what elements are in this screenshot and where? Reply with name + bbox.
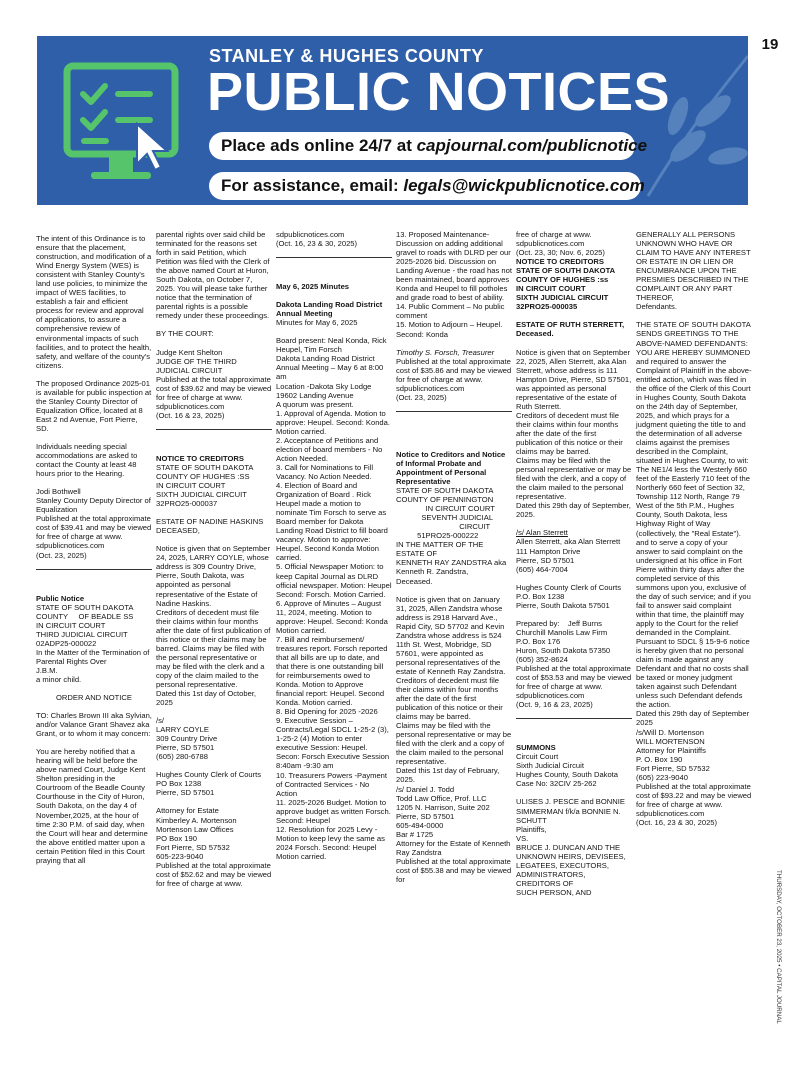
ads-online-pill bbox=[209, 132, 648, 160]
clerk-address: Hughes County Clerk of Courts PO Box 1238 Pierre, SD 57501 bbox=[156, 770, 262, 798]
parties-continued: GENERALLY ALL PERSONS UNKNOWN WHO HAVE OR CLAIM TO HAVE ANY INTEREST OR ESTATE IN OR LIEN OR ENCUMBRANCE UPON THE PRESMIES DESCRIBED IN THE COMPLAINT OR ANY PART THEREOF, Defendants. bbox=[636, 230, 751, 312]
notice-body: Notice is given that on September 24, 2025, LARRY COYLE, whose address is 309 Country Drive, Pierre, South Dakota, was appointed as personal representative of the Estate of Nadine Haskins. Creditors of decedent must file their claims within four months after the date of first publication of this notice or their claims may be barred. Claims may be filed with the personal representative or may be filed with the clerk and a copy of the claim mailed to the personal representative. Dated this 1st day of October, 2025 bbox=[156, 544, 271, 708]
publication-dates: free of charge at www. sdpublicnotices.com (Oct. 23, 30; Nov. 6, 2025) bbox=[516, 230, 605, 258]
column-2 bbox=[156, 230, 272, 897]
notice-heading: Public Notice bbox=[36, 593, 85, 603]
petition-text: parental rights over said child be terminated for the reasons set forth in said Petition, which Petition was filed with the Clerk of the above named Court at Huron, South Dakota, on October 7, 2025. You will please take further notice that the termination of parental rights is a possible remedy under these proceedings. bbox=[156, 230, 272, 321]
summons-body: THE STATE OF SOUTH DAKOTA SENDS GREETINGS TO THE ABOVE-NAMED DEFENDANTS: YOU ARE HEREBY SUMMONED and required to answer the Complaint of Plaintiff in the above-entitled action, which was filed in the office of the Clerk of this Court in Hughes County, South Dakota on the 24th day of September, 2025, and which prays for a judgment quieting the title to and the determination of all adverse claims against the premises described in the Complaint, situated in Hughes County, to wit: The NE1/4 less the Westerly 660 feet of the Easterly 710 feet of the Northerly 660 feet of Section 32, Township 112 North, Range 79 West of the 5th P.M., Hughes County, South Dakota, less Highway Right of Way (collectively, the "Real Estate"). and to serve a copy of your answer to said complaint on the undersigned at his office in Fort Pierre within thirty days after the completed service of this summons upon you, exclusive of the day of such service; and if you fail to answer said complaint within that time, the plaintiff may apply to the Court for the relief demanded in the Complaint. Pursuant to SDCL § 15-9-6 notice is hereby given that no personal claim is made against any Defendant and that no costs shall be taxed or money judgment taken against such Defendant unless such Defendant defends the action. Dated this 29th day of September 2025 /s/Will D. Mortenson WILL MORTENSON Attorney for Plaintiffs P. O. Box 190 Fort Pierre, SD 57532 (605) 223-9040 Published at the total approximate cost of $93.22 and may be viewed for free of charge at www. sdpublicnotices.com (Oct. 16, 23 & 30, 2025) bbox=[636, 320, 752, 827]
minutes-body: Board present: Neal Konda, Rick Heupel, Tim Forsch Dakota Landing Road District Annual Meeting – May 6 at 8:00 am Location -Dakota Sky Lodge 19602 Landing Avenue A quorum was present. 1. Approval of Agenda. Motion to approve: Heupel. Second: Konda. Motion carried. 2. Acceptance of Petitions and election of board members - No Action Needed. 3. Call for Nominations to Fill Vacancy. No Action Needed. 4. Election of Board and Organization of Board . Rick Heupel made a motion to nominate Tim Forsch to serve as Board member for Dakota Landing Road District to fill board vacancy. Motion to approve: Heupel. Second Konda Motion carried. 5. Official Newspaper Motion: to keep Capital Journal as DLRD official newspaper. Motion: Heupel Second: Forsch. Motion Carried. 6. Approve of Minutes – August 11, 2024, meeting. Motion to approve: Heupel. Second: Konda Motion carried. 7. Bill and reimbursement/ treasures report. Forsch reported that all bills are up to date, and that there is one outstanding bill for reimbursements owed to Konda. Motion to Approve financial report: Heupel. Second Konda. Motion carried. 8. Bid Opening for 2025 -2026 9. Executive Session – Contracts/Legal SDCL 1-25-2 (3), 1-25-2 (4) Motion to enter executive Session: Heupel. Secon: Forsch Executive Session 8:40am -9:30 am 10. Treasurers Powers -Payment of Contracted Services - No Action 11. 2025-2026 Budget. Motion to approve budget as written Forsch. Second: Heupel 12. Resolution for 2025 Levy - Motion to keep levy the same as 2024 Forsch. Second: Heupel Motion carried. bbox=[276, 336, 392, 861]
notice-body: Notice is given that on January 31, 2025, Allen Zandstra whose address is 2918 Harvard Ave., Rapid City, SD 57702 and Kevin Zandstra whose address is 524 11th St. West, Mobridge, SD 57601, were appointed as personal representatives of the estate of Kenneth Ray Zandstra. Creditors of decedent must file their claims within four months after the date of the first publication of this notice or their claims may be barred. Claims may be filed with the personal representative or may be filed with the clerk and a copy of the claim mailed to the personal representative. Dated this 1st day of February, 2025. /s/ Daniel J. Todd Todd Law Office, Prof. LLC 1205 N. Harrison, Suite 202 Pierre, SD 57501 605-494-0000 Bar # 1725 Attorney for the Estate of Kenneth Ray Zandstra Published at the total approximate cost of $55.38 and may be viewed for bbox=[396, 594, 512, 884]
court-caption: STATE OF SOUTH DAKOTA COUNTY OF PENNINGTON IN CIRCUIT COURT SEVENTH JUDICIAL CIRCUIT 51PRO25-000222 IN THE MATTER OF THE ESTATE OF KENNETH RAY ZANDSTRA aka Kenneth R. Zandstra, Deceased. bbox=[396, 486, 507, 586]
representative-signature: /s/ Alan Sterrett bbox=[516, 528, 568, 538]
judge-signature: Judge Kent Shelton JUDGE OF THE THIRD JUDICIAL CIRCUIT Published at the total approximate cost of $39.62 and may be viewed for free of charge at www. sdpublicnotices.com (Oct. 16 & 23, 2025) bbox=[156, 347, 272, 420]
minutes-continued: 13. Proposed Maintenance- Discussion on adding additional gravel to roads with DLRD per our 2025-2026 bid. Discussion on Landing Avenue - the road has not been maintained, board approves Konda and Heupel to fill potholes and grade road to best of ability. 14. Public Comment – No public comment 15. Motion to Adjourn – Heupel. Second: Konda bbox=[396, 230, 512, 339]
assist-email[interactable]: legals@wickpublicnotice.com bbox=[403, 176, 645, 195]
minutes-date: Minutes for May 6, 2025 bbox=[276, 318, 358, 328]
court-caption: Circuit Court Sixth Judicial Circuit Hughes County, South Dakota Case No: 32CIV 25-262 bbox=[516, 752, 619, 789]
meeting-title: Dakota Landing Road District Annual Meeting bbox=[276, 300, 385, 319]
notice-divider bbox=[156, 429, 272, 430]
attorney-block: Attorney for Estate Kimberley A. Mortenson Mortenson Law Offices PO Box 190 Fort Pierre, SD 57532 605-223-9040 Published at the total approximate cost of $52.62 and may be viewed for free of charge at www. bbox=[156, 806, 272, 888]
column-6 bbox=[636, 230, 752, 836]
ads-url[interactable]: capjournal.com/publicnotice bbox=[416, 136, 648, 155]
ordinance-availability: The proposed Ordinance 2025-01 is available for public inspection at the Stanley County Director of Equalization Office, located at 8 East 2 nd Avenue, Fort Pierre, SD. bbox=[36, 378, 154, 433]
assist-prefix: For assistance, email: bbox=[221, 176, 404, 195]
ordinance-intent: The intent of this Ordinance is to ensure that the placement, construction, and modification of a Wind Energy System (WES) is consistent with Stanley County's land use policies, to minimize the impact of WES facilities, to establish a fair and efficient process for review and approval of applications, to assure a comprehensive review of environmental impacts of such facilities, and to protect the health, safety, and welfare of the county's citizens. bbox=[36, 234, 154, 370]
parties-caption: ULISES J. PESCE and BONNIE SIMMERMAN f/k/a BONNIE N. SCHUTT Plaintiffs, VS. BRUCE J. DUNCAN AND THE UNKNOWN HEIRS, DEVISEES, LEGATEES, EXECUTORS, ADMINISTRATORS, CREDITORS OF SUCH PERSON, AND bbox=[516, 797, 626, 897]
court-caption: STATE OF SOUTH DAKOTA COUNTY OF BEADLE SS IN CIRCUIT COURT THIRD JUDICIAL CIRCUIT 02ADP25-000022 In the Matter of the Termination of Parental Rights Over J.B.M. a minor child. bbox=[36, 602, 150, 684]
notice-heading: NOTICE TO CREDITORS bbox=[156, 453, 244, 463]
side-dateline: THURSDAY, OCTOBER 23, 2025 • CAPITAL JOURNAL bbox=[775, 870, 782, 1024]
court-caption: STATE OF SOUTH DAKOTA COUNTY OF HUGHES :SS IN CIRCUIT COURT SIXTH JUDICIAL CIRCUIT 32PRO25-000037 bbox=[156, 462, 254, 509]
by-the-court: BY THE COURT: bbox=[156, 329, 214, 339]
ads-prefix: Place ads online 24/7 at bbox=[221, 136, 417, 155]
column-5 bbox=[516, 230, 632, 906]
assistance-pill bbox=[209, 172, 645, 200]
banner-title: PUBLIC NOTICES bbox=[207, 62, 671, 122]
clerk-address: Hughes County Clerk of Courts P.O. Box 1238 Pierre, South Dakota 57501 bbox=[516, 582, 622, 610]
order-and-notice-heading: ORDER AND NOTICE bbox=[56, 693, 132, 703]
notice-heading: Notice to Creditors and Notice of Informal Probate and Appointment of Personal Representative bbox=[396, 449, 508, 486]
addressee-text: TO: Charles Brown III aka Sylvian, and/or Valance Grant Shavez aka Grant, or to whom it may concern: bbox=[36, 711, 155, 739]
hearing-text: You are hereby notified that a hearing will be held before the above named Court, Judge Kent Shelton presiding in the Courtroom of the Beadle County Courthouse in the City of Huron, South Dakota, on the day 4 of November,2025, at the hour of time 2:30 P.M. of said day, when the Court will hear and determine the above entitled matter upon a certain Petition filed in this Court praying that all bbox=[36, 747, 150, 865]
column-4 bbox=[396, 230, 512, 893]
publication-dates: sdpublicnotices.com (Oct. 16, 23 & 30, 2025) bbox=[276, 230, 358, 249]
banner-kicker: STANLEY & HUGHES COUNTY bbox=[209, 46, 484, 66]
notice-divider bbox=[36, 569, 152, 570]
column-3 bbox=[276, 230, 392, 870]
notice-heading: NOTICE TO CREDITORS STATE OF SOUTH DAKOTA COUNTY OF HUGHES :ss IN CIRCUIT COURT SIXTH JUDICIAL CIRCUIT 32PRO25-000035 bbox=[516, 257, 616, 312]
column-1 bbox=[36, 234, 155, 874]
public-notices-banner bbox=[37, 36, 748, 205]
publication-cost: Published at the total approximate cost of $35.86 and may be viewed for free of charge at www. sdpublicnotices.com (Oct. 23, 2025) bbox=[396, 356, 512, 402]
representative-address: /s/ LARRY COYLE 309 Country Drive Pierre, SD 57501 (605) 280-6788 bbox=[156, 716, 218, 762]
preparer-block: Prepared by: Jeff Burns Churchill Manolis Law Firm P.O. Box 176 Huron, South Dakota 57350 (605) 352-8624 Published at the total approximate cost of $53.53 and may be viewed for free of charge at www. sdpublicnotices.com (Oct. 9, 16 & 23, 2025) bbox=[516, 618, 632, 710]
estate-caption: ESTATE OF NADINE HASKINS DECEASED, bbox=[156, 517, 264, 536]
representative-address: Allen Sterrett, aka Alan Sterrett 111 Hampton Drive Pierre, SD 57501 (605) 464-7004 bbox=[516, 537, 621, 574]
checklist-computer-icon bbox=[37, 36, 207, 205]
page-number: 19 bbox=[761, 36, 779, 53]
notice-body: Notice is given that on September 22, 2025, Allen Sterrett, aka Alan Sterrett, whose address is 111 Hampton Drive, Pierre, SD 57501, was appointed as personal representative of the estate of Ruth Sterrett. Creditors of decedent must file their claims within four months after the date of the first publication of this notice or their claims may be barred. Claims may be filed with the personal representative or may be filed with the clerk, and a copy of the claim mailed to the personal representative. Dated this 29th day of September, 2025. bbox=[516, 347, 632, 520]
estate-caption: ESTATE OF RUTH STERRETT, Deceased. bbox=[516, 320, 625, 339]
notice-divider bbox=[276, 257, 392, 258]
notice-heading: May 6, 2025 Minutes bbox=[276, 282, 350, 292]
treasurer-signature: Timothy S. Forsch, Treasurer bbox=[396, 347, 495, 357]
notice-divider bbox=[396, 411, 512, 412]
notice-divider bbox=[516, 718, 632, 719]
accommodations-text: Individuals needing special accommodations are asked to contact the County at least 48 hours prior to the Hearing. bbox=[36, 441, 140, 479]
equalization-signature: Jodi Bothwell Stanley County Deputy Director of Equalization Published at the total approximate cost of $39.41 and may be viewed for free of charge at www. sdpublicnotices.com (Oct. 23, 2025) bbox=[36, 487, 152, 560]
notice-heading: SUMMONS bbox=[516, 743, 556, 753]
